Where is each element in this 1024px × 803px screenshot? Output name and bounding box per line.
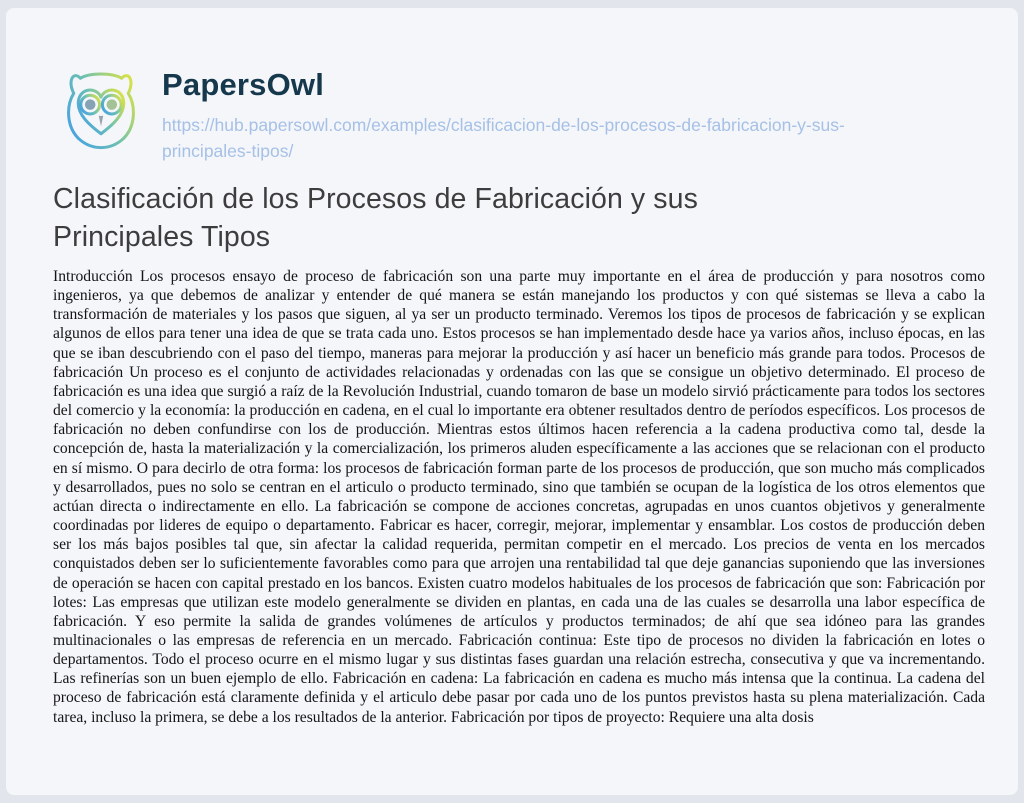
brand-header: [54, 62, 904, 166]
page-card: [6, 8, 1018, 795]
article-url-link[interactable]: https://hub.papersowl.com/examples/clasificacion-de-los-procesos-de-fabricacion-y-sus-principales-tipos/: [162, 115, 845, 162]
papersowl-owl-logo-icon[interactable]: [54, 62, 148, 166]
brand-text-block: [162, 62, 904, 164]
article-body-text: Introducción Los procesos ensayo de proceso de fabricación son una parte muy importante en el área de producción y para nosotros como ingenieros, ya que debemos de analizar y entender de qué manera se están manejando los productos y con qué sistemas se lleva a cabo la transformación de materiales y los pasos que siguen, al ya ser un producto terminado. Veremos los tipos de procesos de fabricación y se explican algunos de ellos para tener una idea de que se trata cada uno. Estos procesos se han implementado desde hace ya varios años, incluso épocas, en las que se iban descubriendo con el paso del tiempo, maneras para mejorar la producción y así hacer un beneficio más grande para todos. Procesos de fabricación Un proceso es el conjunto de actividades relacionadas y ordenadas con las que se consigue un objetivo determinado. El proceso de fabricación es una idea que surgió a raíz de la Revolución Industrial, cuando tomaron de base un modelo sirvió prácticamente para todos los sectores del comercio y la economía: la producción en cadena, en el cual lo importante era obtener resultados dentro de períodos específicos. Los procesos de fabricación no deben confundirse con los de producción. Mientras estos últimos hacen referencia a la cadena productiva como tal, desde la concepción de, hasta la materialización y la comercialización, los primeros aluden específicamente a las acciones que se relacionan con el producto en sí mismo. O para decirlo de otra forma: los procesos de fabricación forman parte de los procesos de producción, que son mucho más complicados y desarrollados, pues no solo se centran en el articulo o producto terminado, sino que también se ocupan de la logística de los otros elementos que actúan directa o indirectamente en ello. La fabricación se compone de acciones concretas, agrupadas en unos cuantos objetivos y generalmente coordinadas por lideres de equipo o departamento. Fabricar es hacer, corregir, mejorar, implementar y ensamblar. Los costos de producción deben ser los más bajos posibles tal que, sin afectar la calidad requerida, permitan competir en el mercado. Los precios de venta en los mercados conquistados deben ser lo suficientemente favorables como para que arrojen una rentabilidad tal que deje ganancias suponiendo que las inversiones de operación se hacen con capital prestado en los bancos. Existen cuatro modelos habituales de los procesos de fabricación que son: Fabricación por lotes: Las empresas que utilizan este modelo generalmente se dividen en plantas, en cada una de las cuales se desarrolla una labor específica de fabricación. Y eso permite la salida de grandes volúmenes de artículos y productos terminados; de ahí que sea idóneo para las grandes multinacionales o las empresas de referencia en un mercado. Fabricación continua: Este tipo de procesos no dividen la fabricación en lotes o departamentos. Todo el proceso ocurre en el mismo lugar y sus distintas fases guardan una relación estrecha, consecutiva y que va incrementando. Las refinerías son un buen ejemplo de ello. Fabricación en cadena: La fabricación en cadena es mucho más intensa que la continua. La cadena del proceso de fabricación está claramente definida y el articulo debe pasar por cada uno de los puntos previstos hasta su plena materialización. Cada tarea, incluso la primera, se debe a los resultados de la anterior. Fabricación por tipos de proyecto: Requiere una alta dosis: [53, 268, 985, 726]
page-title: Clasificación de los Procesos de Fabricación y sus Principales Tipos: [53, 183, 698, 253]
brand-name: PapersOwl: [162, 67, 325, 102]
